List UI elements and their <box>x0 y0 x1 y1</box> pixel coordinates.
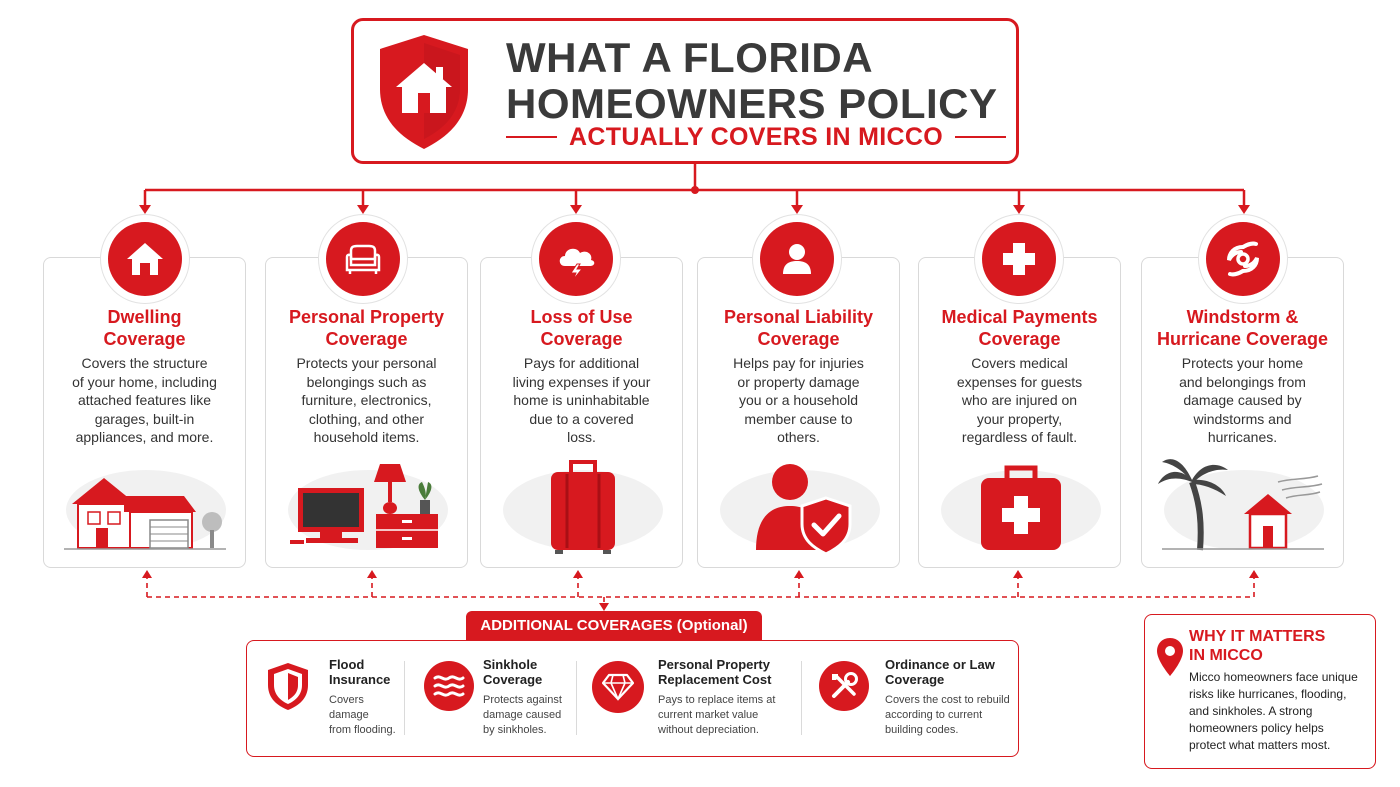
add-item-description <box>483 693 562 738</box>
card-title <box>1148 306 1337 350</box>
card-description <box>58 354 231 447</box>
add-item-name <box>483 657 542 687</box>
card-description <box>280 354 453 447</box>
flood-shield-badge <box>263 661 313 711</box>
desc-line: loss. <box>567 429 596 445</box>
card-title-line-2: Coverage <box>757 329 840 349</box>
why-it-matters-panel <box>1144 614 1376 769</box>
add-item-name <box>658 657 771 687</box>
shield-icon <box>266 661 310 711</box>
desc-line: hurricanes. <box>1207 429 1278 445</box>
why-title-line-2: IN MICCO <box>1189 647 1263 664</box>
desc-line: Protects against <box>483 694 562 706</box>
person-icon <box>775 237 819 281</box>
desc-line: Helps pay for injuries <box>733 355 864 371</box>
desc-line: Pays for additional <box>523 355 640 371</box>
card-title-line-1: Loss of Use <box>530 307 633 327</box>
name-line: Ordinance or Law <box>885 657 995 672</box>
subtitle-row <box>506 121 1006 153</box>
additional-item-ordinance-law <box>819 655 1014 745</box>
desc-line: Pays to replace items at <box>658 694 776 706</box>
additional-item-sinkhole-coverage <box>424 655 574 745</box>
diamond-icon <box>602 673 634 701</box>
card-description <box>495 354 668 447</box>
desc-line: who are injured on <box>961 392 1078 408</box>
additional-coverages-panel <box>246 640 1019 757</box>
card-title-line-2: Coverage <box>103 329 186 349</box>
card-description <box>933 354 1106 447</box>
desc-line: attached features like <box>77 392 212 408</box>
card-title-line-1: Medical Payments <box>941 307 1098 327</box>
personal-liability-icon-badge <box>753 215 841 303</box>
desc-line: Covers medical <box>971 355 1068 371</box>
name-line: Sinkhole <box>483 657 538 672</box>
name-line: Flood <box>329 657 365 672</box>
desc-line: and sinkholes. A strong <box>1189 704 1313 718</box>
card-title <box>487 306 676 350</box>
title-line-1: WHAT A FLORIDA <box>506 34 874 81</box>
person-shield-illustration <box>708 454 891 558</box>
additional-item-replacement-cost <box>592 655 797 745</box>
desc-line: building codes. <box>885 724 959 736</box>
desc-line: expenses for guests <box>956 373 1083 390</box>
desc-line: Covers the structure <box>81 355 208 371</box>
subtitle-rule-right <box>955 136 1006 138</box>
desc-line: Covers damage <box>329 694 369 721</box>
loss-of-use-icon-badge <box>532 215 620 303</box>
card-personal-property-coverage <box>265 257 468 568</box>
personal-property-icon-badge <box>319 215 407 303</box>
card-title-line-2: Coverage <box>978 329 1061 349</box>
desc-line: Covers the cost to rebuild <box>885 694 1010 706</box>
card-description <box>712 354 885 447</box>
desc-line: by sinkholes. <box>483 724 547 736</box>
add-item-name <box>885 657 995 687</box>
replacement-cost-badge <box>592 661 644 713</box>
ordinance-law-badge <box>819 661 869 711</box>
card-medical-payments-coverage <box>918 257 1121 568</box>
dwelling-icon-badge <box>101 215 189 303</box>
add-item-name <box>329 657 390 687</box>
card-title-line-1: Windstorm & <box>1186 307 1299 327</box>
first-aid-kit-illustration <box>929 454 1112 558</box>
desc-line: or property damage <box>737 373 860 390</box>
card-title-line-2: Hurricane Coverage <box>1156 329 1329 349</box>
card-title-line-1: Personal Property <box>288 307 445 327</box>
desc-line: damage caused by <box>1183 392 1302 408</box>
medical-cross-icon <box>997 237 1041 281</box>
card-windstorm-hurricane-coverage <box>1141 257 1344 568</box>
why-title-line-1: WHY IT MATTERS <box>1189 628 1326 645</box>
house-illustration <box>54 454 237 558</box>
desc-line: Protects your personal <box>296 355 437 371</box>
why-it-matters-description <box>1189 669 1371 754</box>
desc-line: home is uninhabitable <box>513 392 650 408</box>
card-description <box>1156 354 1329 447</box>
add-item-description <box>885 693 1010 738</box>
desc-line: others. <box>777 429 820 445</box>
name-line: Coverage <box>885 672 945 687</box>
desc-line: your property, <box>976 410 1063 427</box>
additional-item-flood-insurance <box>263 655 403 745</box>
card-loss-of-use-coverage <box>480 257 683 568</box>
medical-payments-icon-badge <box>975 215 1063 303</box>
desc-line: and belongings from <box>1179 373 1306 390</box>
palm-tree-house-illustration <box>1152 454 1335 558</box>
card-title <box>272 306 461 350</box>
name-line: Replacement Cost <box>658 672 772 687</box>
add-item-description <box>329 693 403 738</box>
desc-line: protect what matters most. <box>1189 738 1331 752</box>
desc-line: household items. <box>313 429 420 445</box>
windstorm-icon-badge <box>1199 215 1287 303</box>
desc-line: according to current <box>885 709 983 721</box>
desc-line: current market value <box>658 709 759 721</box>
desc-line: garages, built-in <box>94 410 195 427</box>
desc-line: damage caused <box>483 709 562 721</box>
subtitle-rule-left <box>506 136 557 138</box>
name-line: Coverage <box>483 672 543 687</box>
card-title-line-2: Coverage <box>325 329 408 349</box>
divider <box>801 661 802 735</box>
desc-line: of your home, including <box>72 373 217 390</box>
title-line-2: HOMEOWNERS POLICY <box>506 80 998 127</box>
suitcase-illustration <box>491 454 674 558</box>
desc-line: from flooding. <box>329 724 396 736</box>
desc-line: Micco homeowners face unique <box>1189 670 1358 684</box>
desc-line: windstorms and <box>1193 410 1292 427</box>
card-title <box>925 306 1114 350</box>
armchair-icon <box>341 237 385 281</box>
house-icon <box>123 237 167 281</box>
card-title <box>50 306 239 350</box>
sinkhole-badge <box>424 661 474 711</box>
desc-line: member cause to <box>744 410 853 427</box>
desc-line: Protects your home <box>1181 355 1304 371</box>
furniture-illustration <box>276 454 459 558</box>
card-title-line-1: Personal Liability <box>723 307 874 327</box>
desc-line: risks like hurricanes, flooding, <box>1189 687 1347 701</box>
desc-line: furniture, electronics, <box>301 392 432 408</box>
location-pin-icon <box>1155 637 1185 677</box>
card-dwelling-coverage <box>43 257 246 568</box>
desc-line: without depreciation. <box>658 724 759 736</box>
card-personal-liability-coverage <box>697 257 900 568</box>
desc-line: living expenses if your <box>512 373 651 390</box>
additional-coverages-label: ADDITIONAL COVERAGES (Optional) <box>466 611 762 640</box>
desc-line: you or a household <box>738 392 859 408</box>
divider <box>404 661 405 735</box>
why-it-matters-title <box>1189 627 1325 665</box>
storm-cloud-icon <box>553 236 599 282</box>
name-line: Personal Property <box>658 657 770 672</box>
card-title-line-1: Dwelling <box>107 307 182 327</box>
page-subtitle: ACTUALLY COVERS IN MICCO <box>569 122 943 151</box>
add-item-description <box>658 693 775 738</box>
desc-line: regardless of fault. <box>961 429 1078 445</box>
shield-house-icon <box>376 33 472 151</box>
card-title <box>704 306 893 350</box>
desc-line: appliances, and more. <box>75 429 214 445</box>
desc-line: belongings such as <box>306 373 427 390</box>
desc-line: due to a covered <box>529 410 634 427</box>
name-line: Insurance <box>329 672 391 687</box>
card-title-line-2: Coverage <box>540 329 623 349</box>
hurricane-icon <box>1220 236 1266 282</box>
header-panel <box>351 18 1019 164</box>
desc-line: clothing, and other <box>308 410 425 427</box>
page-title <box>506 35 1006 127</box>
tools-icon <box>828 670 860 702</box>
desc-line: homeowners policy helps <box>1189 721 1324 735</box>
waves-icon <box>433 671 465 701</box>
divider <box>576 661 577 735</box>
